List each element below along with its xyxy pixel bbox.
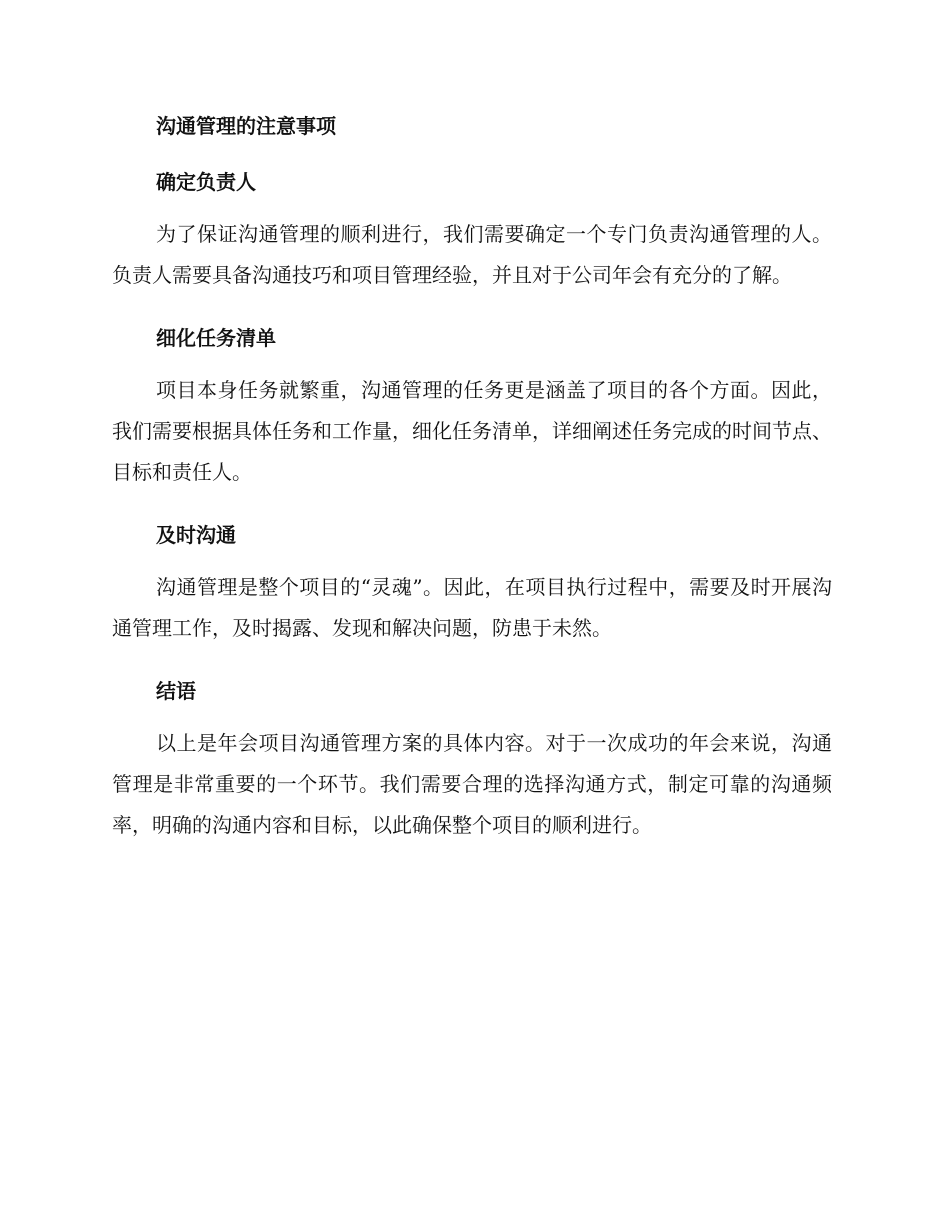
document-title: 沟通管理的注意事项	[156, 114, 336, 138]
section-heading-task-list: 细化任务清单	[156, 326, 276, 350]
document-page	[112, 112, 832, 846]
section-body-task-list: 项目本身任务就繁重，沟通管理的任务更是涵盖了项目的各个方面。因此，我们需要根据具体任务和工作量，细化任务清单，详细阐述任务完成的时间节点、目标和责任人。	[112, 378, 832, 484]
section-heading-timely-communication: 及时沟通	[156, 523, 236, 547]
section-body-conclusion: 以上是年会项目沟通管理方案的具体内容。对于一次成功的年会来说，沟通管理是非常重要的一个环节。我们需要合理的选择沟通方式，制定可靠的沟通频率，明确的沟通内容和目标，以此确保整个项目的顺利进行。	[112, 731, 832, 837]
section-body-owner: 为了保证沟通管理的顺利进行，我们需要确定一个专门负责沟通管理的人。负责人需要具备沟通技巧和项目管理经验，并且对于公司年会有充分的了解。	[112, 222, 832, 287]
section-heading-conclusion: 结语	[156, 679, 196, 703]
section-heading-owner: 确定负责人	[156, 170, 256, 194]
section-body-timely-communication: 沟通管理是整个项目的“灵魂”。因此，在项目执行过程中，需要及时开展沟通管理工作，及时揭露、发现和解决问题，防患于未然。	[112, 575, 832, 640]
